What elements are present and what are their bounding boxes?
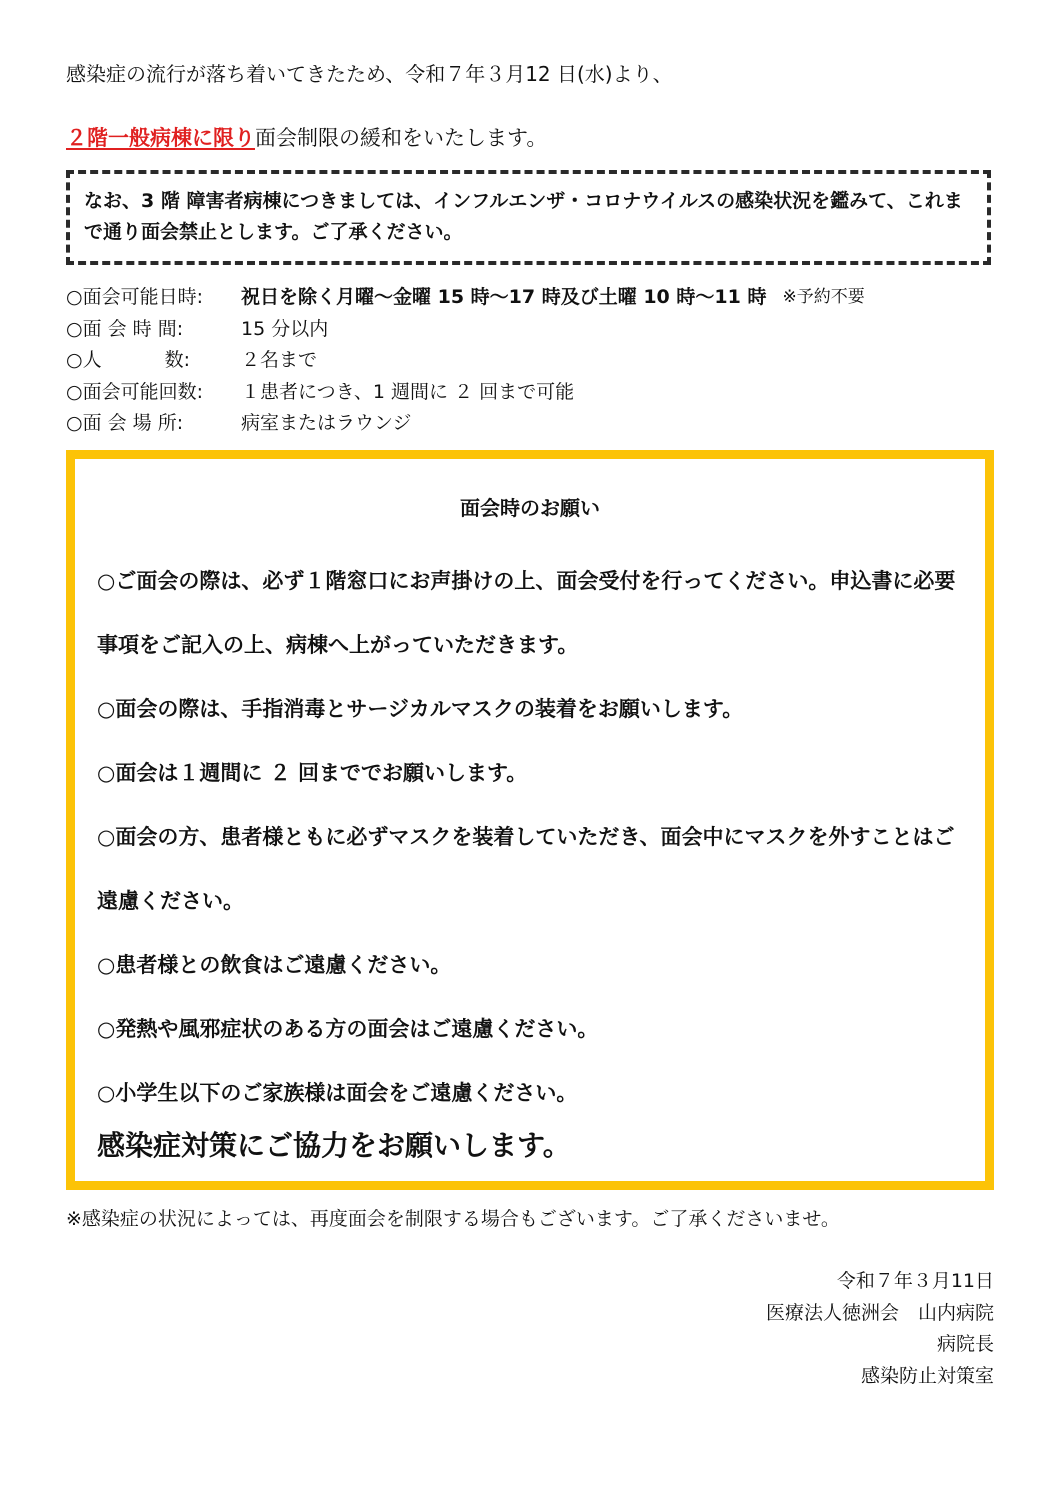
info-row-place: [66, 408, 865, 440]
request-item: ○小学生以下のご家族様は面会をご遠慮ください。: [97, 1081, 578, 1105]
info-value: ２名まで: [241, 349, 318, 371]
signature-role: 病院長: [936, 1333, 994, 1355]
signature-dept: 感染防止対策室: [860, 1364, 994, 1387]
info-label: ○面 会 場 所:: [66, 412, 184, 434]
info-label: ○人 数:: [66, 349, 191, 371]
signature-block: [766, 1266, 994, 1392]
info-row-frequency: [66, 377, 865, 409]
signature-date: 令和７年３月11日: [836, 1270, 994, 1292]
info-label: ○面会可能日時:: [66, 286, 203, 308]
requests-box: [66, 450, 994, 1190]
info-value: 15 分以内: [241, 317, 329, 340]
request-item: ○患者様との飲食はご遠慮ください。: [97, 953, 452, 977]
info-row-people: [66, 345, 865, 377]
notice-text: なお、3 階 障害者病棟につきましては、インフルエンザ・コロナウイルスの感染状況を鑑みて、これまで通り面会禁止とします。ご了承ください。: [84, 190, 963, 243]
info-label: ○面会可能回数:: [66, 380, 203, 403]
info-value: １患者につき、1 週間に ２ 回まで可能: [241, 380, 575, 403]
info-value: 病室またはラウンジ: [241, 412, 412, 434]
requests-closing: 感染症対策にご協力をお願いします。: [97, 1129, 571, 1162]
visit-info-list: [66, 282, 865, 440]
relax-announcement: [66, 122, 547, 152]
info-label: ○面 会 時 間:: [66, 317, 184, 340]
info-value: 祝日を除く月曜～金曜 15 時～17 時及び土曜 10 時～11 時: [241, 286, 767, 308]
intro-text: 感染症の流行が落ち着いてきたため、令和７年３月12 日(水)より、: [66, 62, 673, 86]
relax-rest: 面会制限の緩和をいたします。: [255, 126, 548, 150]
info-note: ※予約不要: [782, 287, 865, 307]
notice-box: [66, 170, 991, 265]
request-item: ○発熱や風邪症状のある方の面会はご遠慮ください。: [97, 1017, 599, 1041]
request-item: ○面会の際は、手指消毒とサージカルマスクの装着をお願いします。: [97, 697, 744, 721]
footnote: ※感染症の状況によっては、再度面会を制限する場合もございます。ご了承くださいませ。: [66, 1208, 840, 1230]
signature-org: 医療法人徳洲会 山内病院: [765, 1301, 994, 1324]
requests-title: 面会時のお願い: [460, 496, 600, 520]
info-row-datetime: [66, 282, 865, 314]
requests-list: [97, 549, 971, 1125]
request-item: ○面会の方、患者様ともに必ずマスクを装着していただき、面会中にマスクを外すことはご遠慮ください。: [97, 825, 955, 913]
request-item: ○面会は１週間に ２ 回まででお願いします。: [97, 761, 528, 785]
relax-highlight: ２階一般病棟に限り: [66, 126, 255, 150]
info-row-duration: [66, 314, 865, 346]
request-item: ○ご面会の際は、必ず１階窓口にお声掛けの上、面会受付を行ってください。申込書に必要事項をご記入の上、病棟へ上がっていただきます。: [97, 569, 956, 657]
